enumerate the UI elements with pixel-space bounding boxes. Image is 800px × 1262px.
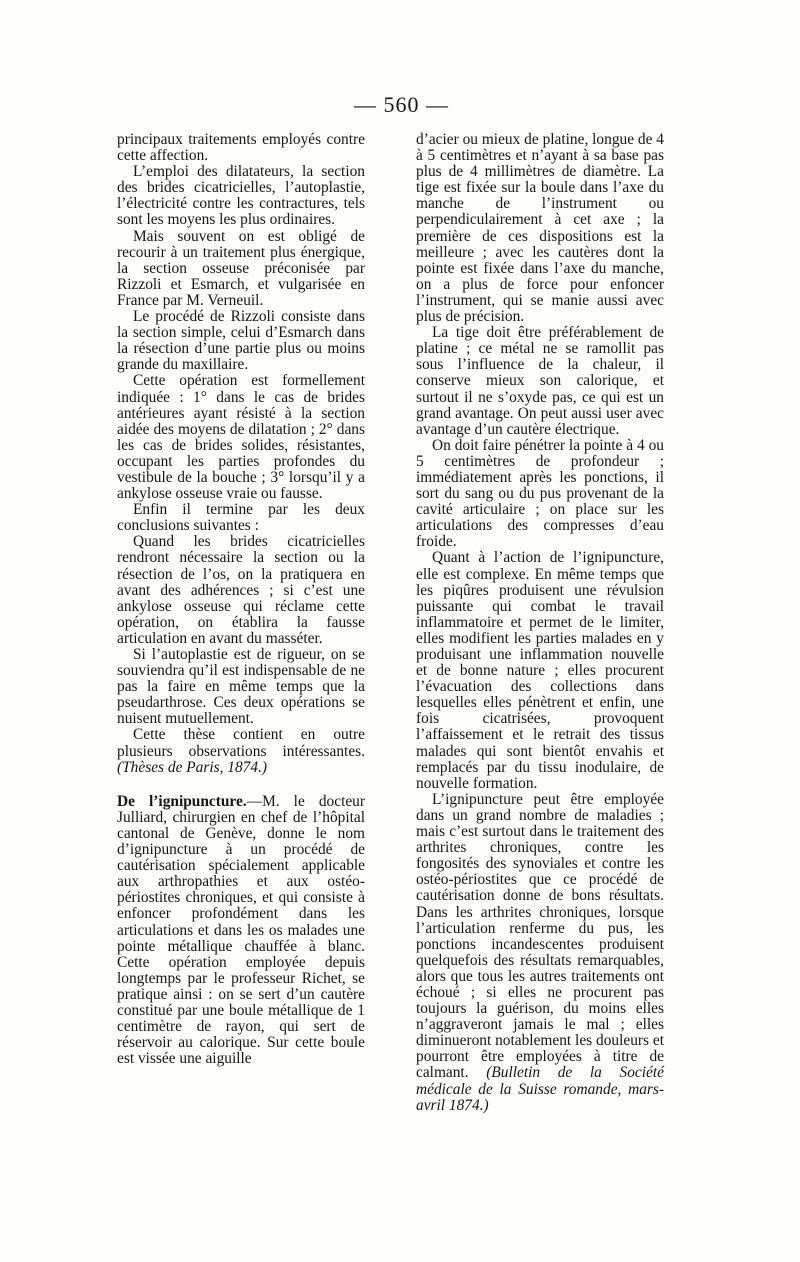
paragraph: Quant à l’action de l’ignipuncture, elle est complexe. En même temps que les piqûres produisent une révulsion puissante qui combat le travail inflammatoire et permet de le limiter, elles modifient les parties malades en y produisant une inflammation nouvelle et de bonne nature ; elles procurent l’évacuation des collections dans lesquelles elles pénètrent et enfin, une fois cicatrisées, provoquent l’affaissement et le retrait des tissus malades qui sont bientôt envahis et remplacés par du tissu inodulaire, de nouvelle formation. — [416, 549, 664, 792]
paragraph: L’emploi des dilatateurs, la section des brides cicatricielles, l’autoplastie, l’électricité contre les contractures, tels sont les moyens les plus ordinaires. — [117, 163, 365, 229]
paragraph: Le procédé de Rizzoli consiste dans la section simple, celui d’Esmarch dans la résection d’une partie plus ou moins grande du maxillaire. — [117, 308, 365, 374]
page-number: — 560 — — [354, 92, 449, 117]
paragraph: Quand les brides cicatricielles rendront nécessaire la section ou la résection de l’os, on la pratiquera en avant des adhérences ; si c’est une ankylose osseuse qui réclame cette opération, on établira la fausse articulation en avant du masséter. — [117, 533, 365, 647]
article-paragraph — [117, 794, 365, 1068]
left-column — [117, 132, 365, 1067]
paragraph-text: Cette thèse contient en outre plusieurs observations intéressantes. — [117, 726, 365, 760]
paragraph: Si l’autoplastie est de rigueur, on se souviendra qu’il est indispensable de ne pas la faire en même temps que la pseudarthrose. Ces deux opérations se nuisent mutuellement. — [117, 646, 365, 728]
paragraph: Enfin il termine par les deux conclusions suivantes : — [117, 501, 365, 535]
citation: (Thèses de Paris, 1874.) — [117, 758, 268, 776]
paragraph: On doit faire pénétrer la pointe à 4 ou 5 centimètres de profondeur ; immédiatement après les ponctions, il sort du sang ou du pus provenant de la cavité articulaire ; on place sur les articulations des compresses d’eau froide. — [416, 436, 664, 551]
paragraph-text: L’ignipuncture peut être employée dans un grand nombre de maladies ; mais c’est surtout dans le traitement des arthrites chroniques, contre les fongosités des synoviales et contre les ostéo-périostites que ce procédé de cautérisation donne de bons résultats. Dans les arthrites chroniques, lorsque l’articulation renferme du pus, les ponctions incandescentes produisent quelquefois des résultats remarquables, alors que tous les autres traitements ont échoué ; si elles ne procurent pas toujours la guérison, du moins elles n’aggraveront jamais le mal ; elles diminueront notablement les douleurs et pourront être employées à titre de calmant. — [416, 790, 664, 1082]
paragraph-text: —M. le docteur Julliard, chirurgien en chef de l’hôpital cantonal de Genève, donne le nom d’ignipuncture à un procédé de cautérisation spécialement applicable aux arthropathies et aux ostéo-périostites chroniques, et qui consiste à enfoncer profondément dans les articulations et dans les os malades une pointe métallique chauffée à blanc. Cette opération employée depuis longtemps par le professeur Richet, se pratique ainsi : on se sert d’un cautère constitué par une boule métallique de 1 centimètre de rayon, qui sert de réservoir au calorique. Sur cette boule est vissée une aiguille — [117, 792, 366, 1068]
paragraph: Mais souvent on est obligé de recourir à un traitement plus énergique, la section osseuse préconisée par Rizzoli et Esmarch, et vulgarisée en France par M. Verneuil. — [117, 227, 365, 309]
section-gap — [117, 776, 365, 794]
paragraph — [416, 792, 664, 1114]
paragraph: principaux traitements employés contre cette affection. — [117, 131, 365, 165]
paragraph: La tige doit être préférablement de platine ; ce métal ne se ramollit pas sous l’influence de la chaleur, il conserve mieux son calorique, et surtout il ne s’oxyde pas, ce qui est un grand avantage. On peut aussi user avec avantage d’un cautère électrique. — [416, 324, 664, 438]
citation: (Bulletin de la Société médicale de la Suisse romande, mars-avril 1874.) — [416, 1064, 664, 1114]
paragraph: Cette opération est formellement indiquée : 1° dans le cas de brides antérieures ayant résisté à la section aidée des moyens de dilatation ; 2° dans les cas de brides solides, résistantes, occupant les parties profondes du vestibule de la bouche ; 3° lorsqu’il y a ankylose osseuse vraie ou fausse. — [117, 372, 365, 503]
paragraph — [117, 727, 365, 775]
right-column — [416, 132, 664, 1114]
paragraph: d’acier ou mieux de platine, longue de 4 à 5 centimètres et n’ayant à sa base pas plus de 4 millimètres de diamètre. La tige est fixée sur la boule dans l’axe du manche de l’instrument ou perpendiculairement à cet axe ; la première de ces dispositions est la meilleure ; avec les cautères dont la pointe est fixée dans l’axe du manche, on a plus de force pour enfoncer l’instrument, qui se manie aussi avec plus de précision. — [416, 131, 664, 326]
article-title: De l’ignipuncture. — [117, 792, 247, 810]
